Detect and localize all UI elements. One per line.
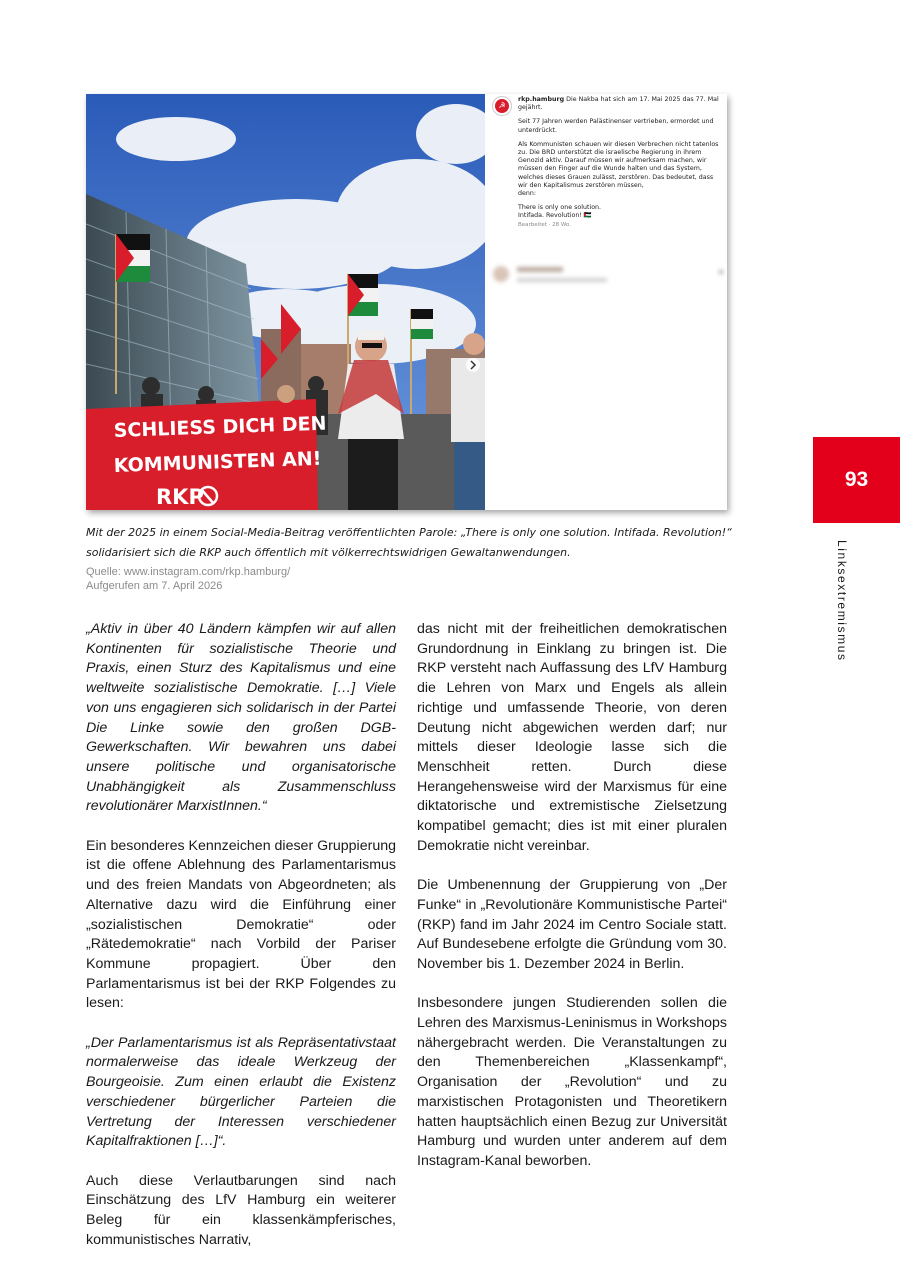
demonstration-photo (86, 94, 485, 510)
post-edited-timestamp: Bearbeitet · 28 Wo. (518, 221, 572, 228)
text-column-right (417, 620, 727, 1191)
post-paragraph: Als Kommunisten schauen wir diesen Verbrechen nicht tatenlos zu. Die BRD unterstützt die israelische Regierung in ihrem Genozid aktiv. Darauf müssen wir aufmerksam machen, wir müssen den Finger auf die Wunde halten und das System, welches dieses Grauen zulässt, zerstören. Das bedeutet, dass wir den Kapitalismus zerstören müssen, (518, 140, 719, 189)
body-paragraph: Die Umbenennung der Gruppierung von „Der Funke“ in „Revolutionäre Kommunistische Partei“ (RKP) fand im Jahr 2024 im Centro Sociale statt. Auf Bundesebene erfolgte die Gründung vom 30. November bis 1. Dezember 2024 in Berlin. (417, 877, 727, 972)
body-paragraph: Ein besonderes Kennzeichen dieser Gruppierung ist die offene Ablehnung des Parlamentarismus und des freien Mandats von Abgeordneten; als Alternative dazu wird die Einführung einer „sozialistischen Demokratie“ oder „Rätedemokratie“ nach Vorbild der Pariser Kommune propagiert. Über den Parlamentarismus ist bei der RKP Folgendes zu lesen: (86, 837, 396, 1012)
post-paragraph: Seit 77 Jahren werden Palästinenser vertrieben, ermordet und unterdrückt. (518, 118, 714, 134)
post-handle: rkp.hamburg (518, 96, 565, 103)
post-paragraph-end: denn: (518, 190, 536, 198)
banner-text-line2: KOMMUNISTEN AN! (113, 447, 322, 477)
post-slogan: Intifada. Revolution! 🇵🇸 (518, 212, 592, 220)
banner-text-line1: SCHLIESS DICH DEN (113, 412, 327, 442)
quote-paragraph: „Der Parlamentarismus ist als Repräsentativstaat normalerweise das ideale Werkzeug der Bourgeoisie. Zum einen erlaubt die Existenz verschiedener bürgerlicher Parteien die Vertretung der Interessen verschiedener Kapitalfraktionen […]“. (86, 1034, 396, 1150)
post-slogan: There is only one solution. (518, 204, 602, 212)
hammer-sickle-icon: ☭ (495, 99, 509, 113)
blurred-comment (493, 264, 723, 294)
photo-figure (86, 94, 727, 510)
figure-caption: Mit der 2025 in einem Social-Media-Beitrag veröffentlichten Parole: „There is only one solution. Intifada. Revolution!“ solidarisiert sich die RKP auch öffentlich mit völkerrechtswidrigen Gewaltanwendungen. (86, 526, 732, 559)
text-column-left (86, 620, 396, 1270)
banner-text-line3: RKP (156, 485, 204, 509)
body-paragraph: das nicht mit der freiheitlichen demokratischen Grundordnung in Einklang zu bringen ist. Die RKP versteht nach Auffassung des LfV Hamburg die Lehren von Marx und Engels als allein richtige und umfassende Theorie, von deren Deutung nicht abgewichen werden darf; nur mittels dieser Ideologie lasse sich die Menschheit retten. Durch diese Herangehensweise wird der Marxismus für eine diktatorische und extremistische Zielsetzung kompatibel gemacht; dies ist mit einer pluralen Demokratie nicht vereinbar. (417, 621, 727, 854)
page-number-tab: 93 (813, 437, 900, 523)
quote-paragraph: „Aktiv in über 40 Ländern kämpfen wir auf allen Kontinenten für sozialistische Theorie und Praxis, einen Sturz des Kapitalismus und eine weltweite sozialistische Demokratie. […] Viele von uns engagieren sich solidarisch in der Partei Die Linke sowie den großen DGB-Gewerkschaften. Wir bewahren uns dabei unsere politische und organisatorische Unabhängigkeit als Zusammenschluss revolutionärer MarxistInnen.“ (86, 621, 396, 815)
section-label-text: Linksextremismus (835, 540, 849, 662)
instagram-post (485, 94, 727, 510)
body-paragraph: Auch diese Verlautbarungen sind nach Einschätzung des LfV Hamburg ein weiterer Beleg für ein klassenkämpferisches, kommunistisches Narrativ, (86, 1172, 396, 1248)
avatar (492, 96, 512, 116)
body-paragraph: Insbesondere jungen Studierenden sollen die Lehren des Marxismus-Leninismus in Workshops nähergebracht werden. Die Veranstaltungen zu den Themenbereichen „Klassenkampf“, Organisation der „Revolution“ und zu marxistischen Protagonisten und Theoretikern hatten hauptsächlich einen Bezug zur Universität Hamburg und wurden unter anderem auf dem Instagram-Kanal beworben. (417, 995, 727, 1169)
source-date: Aufgerufen am 7. April 2026 (86, 580, 223, 592)
section-label (835, 540, 867, 670)
source-url: Quelle: www.instagram.com/rkp.hamburg/ (86, 566, 291, 578)
figure-source (86, 565, 486, 593)
post-headline: Die Nakba hat sich am 17. Mai 2025 das 77. Mal gejährt. (518, 96, 719, 112)
